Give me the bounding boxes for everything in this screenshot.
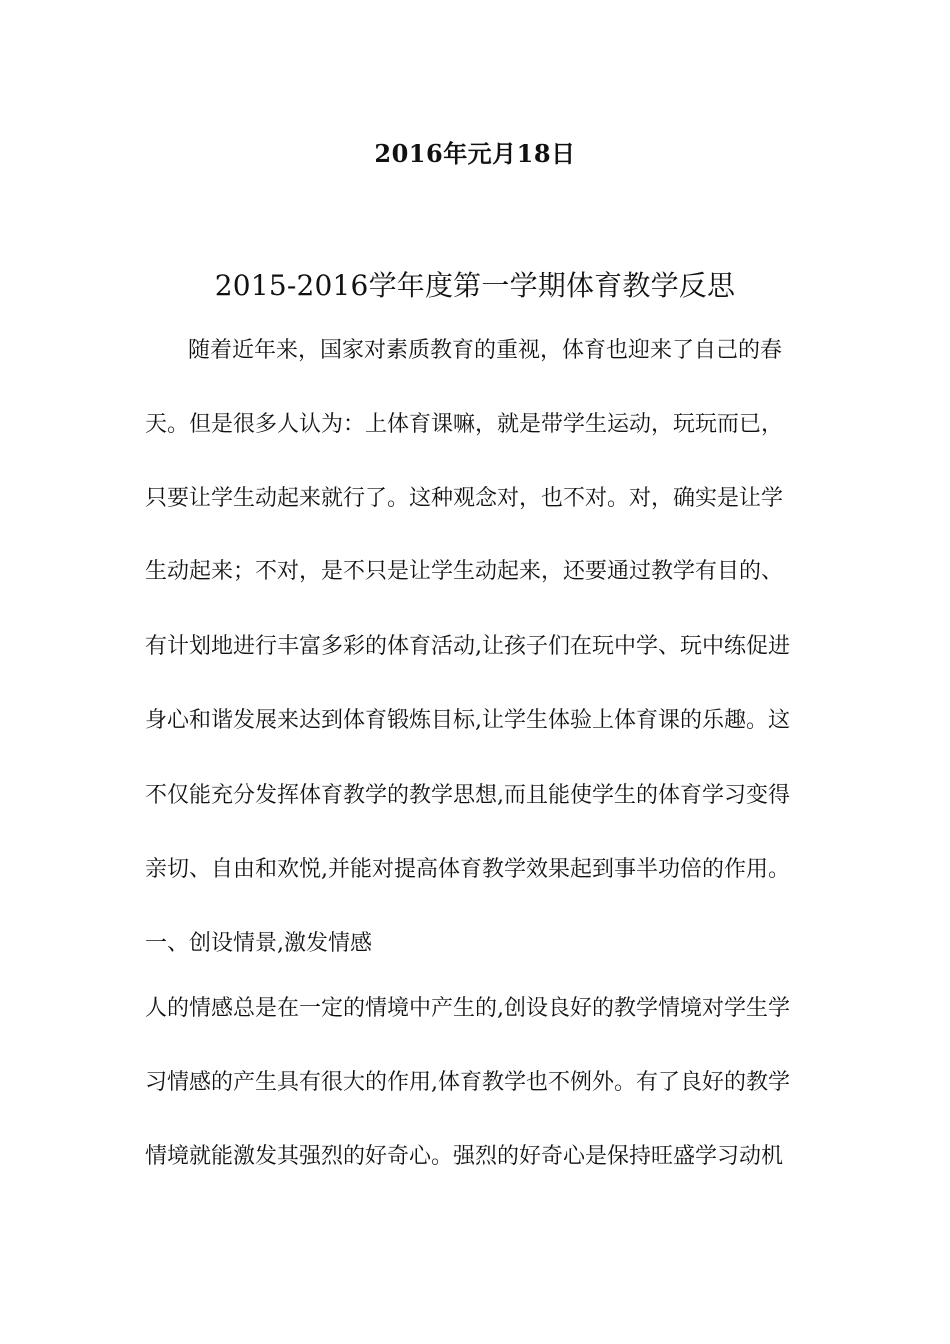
paragraph-line: 生动起来；不对，是不只是让学生动起来，还要通过教学有目的、: [145, 559, 784, 584]
paragraph-line: 情境就能激发其强烈的好奇心。强烈的好奇心是保持旺盛学习动机: [145, 1144, 784, 1169]
paragraph-line: 不仅能充分发挥体育教学的教学思想,而且能使学生的体育学习变得: [145, 783, 790, 808]
paragraph-line: 亲切、自由和欢悦,并能对提高体育教学效果起到事半功倍的作用。: [145, 857, 790, 882]
document-title: 2015-2016学年度第一学期体育教学反思: [214, 269, 736, 302]
paragraph-line: 天。但是很多人认为：上体育课嘛，就是带学生运动，玩玩而已，: [145, 412, 784, 437]
paragraph-line: 身心和谐发展来达到体育锻炼目标,让学生体验上体育课的乐趣。这: [145, 708, 790, 733]
paragraph-line: 习情感的产生具有很大的作用,体育教学也不例外。有了良好的教学: [145, 1070, 790, 1095]
paragraph-line: 随着近年来，国家对素质教育的重视，体育也迎来了自己的春: [188, 338, 783, 363]
document-date: 2016年元月18日: [374, 139, 576, 168]
paragraph-line: 有计划地进行丰富多彩的体育活动,让孩子们在玩中学、玩中练促进: [145, 634, 790, 659]
paragraph-line: 只要让学生动起来就行了。这种观念对，也不对。对，确实是让学: [145, 486, 784, 511]
section-heading: 一、创设情景,激发情感: [145, 931, 372, 956]
paragraph-line: 人的情感总是在一定的情境中产生的,创设良好的教学情境对学生学: [145, 996, 790, 1021]
